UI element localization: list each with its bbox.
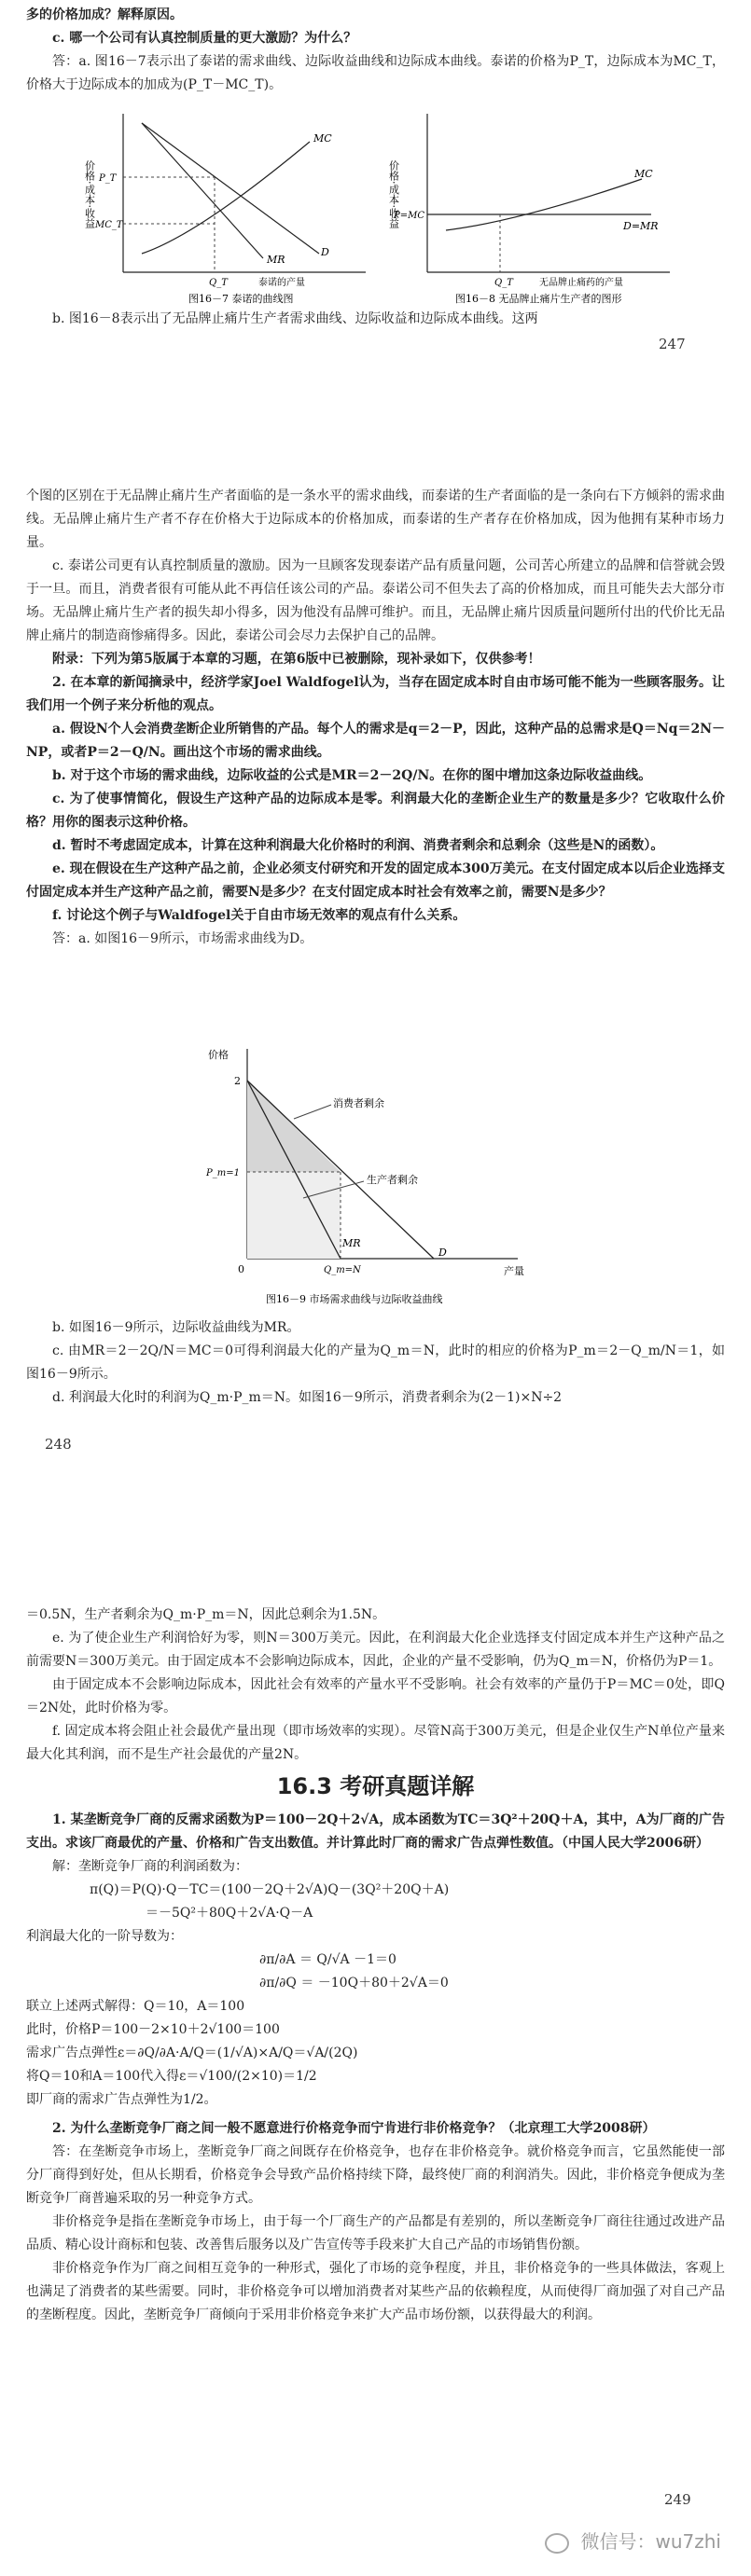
fig8-mc-curve (446, 179, 642, 230)
fig9-origin: 0 (238, 1263, 244, 1275)
solution-values: 联立上述两式解得：Q＝10，A＝100 (26, 1999, 245, 2014)
fig9-d-label: D (438, 1247, 447, 1259)
question-2b: b. 对于这个市场的需求曲线，边际收益的公式是MR＝2－2Q/N。在你的图中增加这条边际收益曲线。 (52, 768, 652, 783)
elasticity-result: 即厂商的需求广告点弹性为1/2。 (26, 2092, 217, 2107)
watermark-text: 微信号：wu7zhi (580, 2530, 721, 2553)
page-248 (26, 485, 725, 951)
question-2a: a. 假设N个人会消费垄断企业所销售的产品。每个人的需求是q＝2－P，因此，这种产品的总需求是Q＝Nq＝2N－NP，或者P＝2－Q/N。画出这个市场的需求曲线。 (26, 722, 725, 760)
answer-q2-p1: 答：在垄断竞争市场上，垄断竞争厂商之间既存在价格竞争，也存在非价格竞争。就价格竞争而言，它虽然能使一部分厂商得到好处，但从长期看，价格竞争会导致产品价格持续下降，最终使厂商的利润消失。因此，非价格竞争便成为垄断竞争厂商普遍采取的另一种竞争方式。 (26, 2144, 725, 2206)
fig9-tick-2: 2 (234, 1075, 241, 1087)
foc-eq-2: ∂π/∂Q ＝ －10Q＋80＋2√A＝0 (259, 1976, 449, 1991)
section-title: 16.3 考研真题详解 (276, 1773, 475, 1799)
exam-question-1: 1. 某垄断竞争厂商的反需求函数为P＝100－2Q＋2√A，成本函数为TC＝3Q²＋20Q＋A，其中，A为厂商的广告支出。求该厂商最优的产量、价格和广告支出数值。并计算此时厂商的需求广告点弹性数值。（中国人民大学2006研） (26, 1812, 725, 1851)
page-248-answers (26, 1316, 725, 1410)
fig8-ylabel: 价格·成本·收益 (387, 160, 400, 228)
foc-intro: 利润最大化的一阶导数为： (26, 1929, 183, 1944)
fig8-pmc-label: P=MC (394, 211, 424, 221)
page-number-248: 248 (45, 1436, 72, 1453)
fig8-d-label: D=MR (623, 220, 659, 232)
answer-b-start: b. 图16－8表示出了无品牌止痛片生产者需求曲线、边际收益和边际成本曲线。这两 (52, 311, 538, 326)
demand-curve (142, 123, 319, 254)
intro-line: 多的价格加成？解释原因。 (26, 7, 183, 22)
fig7-mr-label: MR (267, 254, 285, 266)
fig9-ylabel: 价格 (208, 1049, 229, 1061)
fig8-qt-label: Q_T (494, 278, 513, 288)
fig7-ylabel: 价格·成本·收益 (83, 160, 96, 228)
foc-eq-1: ∂π/∂A ＝ Q/√A －1＝0 (259, 1952, 396, 1967)
fig9-pm-label: P_m=1 (206, 1168, 240, 1178)
fig7-xlabel: 泰诺的产量 (258, 278, 305, 288)
page-249 (26, 1604, 725, 1767)
fig7-mc-label: MC (313, 132, 332, 145)
answer-2f: f. 固定成本将会阻止社会最优产量出现（即市场效率的实现）。尽管N高于300万美元，但是企业仅生产N单位产量来最大化其利润，而不是生产社会最优的产量2N。 (26, 1724, 725, 1762)
wechat-watermark (545, 2527, 721, 2554)
mc-curve (142, 142, 310, 254)
elasticity-formula: 需求广告点弹性ε＝∂Q/∂A·A/Q＝(1/√A)×A/Q＝√A/(2Q) (26, 2046, 358, 2060)
page-number-249: 249 (664, 2491, 691, 2508)
para-difference: 个图的区别在于无品牌止痛片生产者面临的是一条水平的需求曲线，而泰诺的生产者面临的是一条向右下方倾斜的需求曲线。无品牌止痛片生产者不存在价格大于边际成本的价格加成，而泰诺的生产者存在价格加成，因为他拥有某种市场力量。 (26, 489, 725, 550)
answer-q2-p3: 非价格竞争作为厂商之间相互竞争的一种形式，强化了市场的竞争程度，并且，非价格竞争的一些具体做法，客观上也满足了消费者的某些需要。同时，非价格竞争可以增加消费者对某些产品的依赖程度，从而使得厂商加强了对自己产品的垄断程度。因此，垄断竞争厂商倾向于采用非价格竞争来扩大产品市场份额，以获得最大的利润。 (26, 2261, 725, 2322)
answer-2b: b. 如图16－9所示，边际收益曲线为MR。 (52, 1320, 300, 1335)
figure-16-8 (387, 104, 679, 305)
page-number-247: 247 (659, 336, 686, 352)
question-2d: d. 暂时不考虑固定成本，计算在这种利润最大化价格时的利润、消费者剩余和总剩余（这些是N的函数）。 (52, 838, 664, 853)
answer-2c: c. 由MR＝2－2Q/N＝MC＝0可得利润最大化的产量为Q_m＝N，此时的相应的价格为P_m＝2－Q_m/N＝1，如图16－9所示。 (26, 1343, 725, 1382)
exam-question-2: 2. 为什么垄断竞争厂商之间一般不愿意进行价格竞争而宁肯进行非价格竞争？（北京理工大学2008研） (52, 2121, 656, 2136)
mr-curve (142, 123, 263, 258)
profit-function: π(Q)＝P(Q)·Q－TC＝(100－2Q＋2√A)Q－(3Q²＋20Q＋A) (90, 1882, 450, 1897)
question-2f: f. 讨论这个例子与Waldfogel关于自由市场无效率的观点有什么关系。 (52, 908, 466, 923)
fig9-consumer-surplus-label: 消费者剩余 (333, 1097, 384, 1109)
appendix-note: 附录：下列为第5版属于本章的习题，在第6版中已被删除，现补录如下，仅供参考！ (52, 652, 541, 667)
figure-16-9 (201, 1040, 555, 1310)
solution-intro: 解：垄断竞争厂商的利润函数为： (52, 1859, 248, 1874)
answer-2e: e. 为了使企业生产利润恰好为零，则N＝300万美元。因此，在利润最大化企业选择支付固定成本并生产这种产品之前需要N＝300万美元。由于固定成本不会影响边际成本，因此，企业的产量不受影响，仍为Q_m＝N，价格仍为P＝1。 (26, 1631, 725, 1669)
question-2e: e. 现在假设在生产这种产品之前，企业必须支付研究和开发的固定成本300万美元。在支付固定成本以后企业选择支付固定成本并生产这种产品之前，需要N是多少？在支付固定成本时社会有效率之前，需要N是多少？ (26, 861, 725, 900)
fig9-mr-label: MR (342, 1237, 361, 1249)
fig7-caption: 图16－7 泰诺的曲线图 (188, 293, 294, 305)
fig7-pt-label: P_T (99, 173, 117, 184)
fig7-qt-label: Q_T (209, 278, 228, 288)
answer-a: 答：a. 图16－7表示出了泰诺的需求曲线、边际收益曲线和边际成本曲线。泰诺的价格为P_T，边际成本为MC_T，价格大于边际成本的加成为(P_T－MC_T)。 (26, 54, 725, 92)
answer-2a: 答：a. 如图16－9所示，市场需求曲线为D。 (52, 931, 313, 946)
fig7-mct-label: MC_T (95, 220, 123, 230)
page-247 (26, 4, 725, 97)
question-2c: c. 为了使事情简化，假设生产这种产品的边际成本是零。利润最大化的垄断企业生产的数量是多少？它收取什么价格？用你的图表示这种价格。 (26, 792, 725, 830)
question-2-intro: 2. 在本章的新闻摘录中，经济学家Joel Waldfogel认为，当存在固定成本时自由市场可能不能为一些顾客服务。让我们用一个例子来分析他的观点。 (26, 675, 725, 713)
wechat-icon (545, 2533, 569, 2554)
para-quality: c. 泰诺公司更有认真控制质量的激励。因为一旦顾客发现泰诺产品有质量问题，公司苦心所建立的品牌和信誉就会毁于一旦。而且，消费者很有可能从此不再信任该公司的产品。泰诺公司不但失去了高的价格加成，而且可能失去大部分市场。无品牌止痛片生产者的损失却小得多，因为他没有品牌可维护。而且，无品牌止痛片因质量问题所付出的代价比无品牌止痛片的制造商惨痛得多。因此，泰诺公司会尽力去保护自己的品牌。 (26, 558, 725, 643)
fig9-producer-surplus-label: 生产者剩余 (367, 1174, 418, 1186)
fig8-mc-label: MC (634, 168, 653, 180)
answer-q2-p2: 非价格竞争是指在垄断竞争市场上，由于每一个厂商生产的产品都是有差别的，所以垄断竞争厂商往往通过改进产品品质、精心设计商标和包装、改善售后服务以及广告宣传等手段来扩大自己产品的市场销售份额。 (26, 2214, 725, 2252)
fig9-qm-label: Q_m=N (324, 1265, 361, 1275)
fig9-caption: 图16－9 市场需求曲线与边际收益曲线 (266, 1293, 443, 1305)
answer-2d: d. 利润最大化时的利润为Q_m·P_m＝N。如图16－9所示，消费者剩余为(2－1)×N÷2 (52, 1390, 563, 1405)
surplus-line: ＝0.5N，生产者剩余为Q_m·P_m＝N，因此总剩余为1.5N。 (26, 1607, 386, 1622)
profit-function-2: ＝－5Q²＋80Q＋2√A·Q－A (146, 1906, 313, 1921)
exam-section (26, 1809, 725, 2327)
fig9-xlabel: 产量 (504, 1265, 524, 1277)
question-c: c. 哪一个公司有认真控制质量的更大激励？为什么？ (52, 31, 357, 46)
answer-2e-cont: 由于固定成本不会影响边际成本，因此社会有效率的产量水平不受影响。社会有效率的产量仍于P＝MC＝0处，即Q＝2N处，此时价格为零。 (26, 1677, 725, 1715)
fig8-xlabel: 无品牌止痛药的产量 (539, 278, 623, 288)
price-value: 此时，价格P＝100－2×10＋2√100＝100 (26, 2022, 280, 2037)
fig7-d-label: D (321, 246, 329, 258)
figure-16-7 (83, 104, 375, 305)
elasticity-substitution: 将Q＝10和A＝100代入得ε＝√100/(2×10)＝1/2 (26, 2069, 317, 2084)
page-247-bottom (26, 308, 725, 331)
fig8-caption: 图16－8 无品牌止痛片生产者的图形 (455, 293, 622, 305)
producer-surplus-area (247, 1172, 341, 1259)
